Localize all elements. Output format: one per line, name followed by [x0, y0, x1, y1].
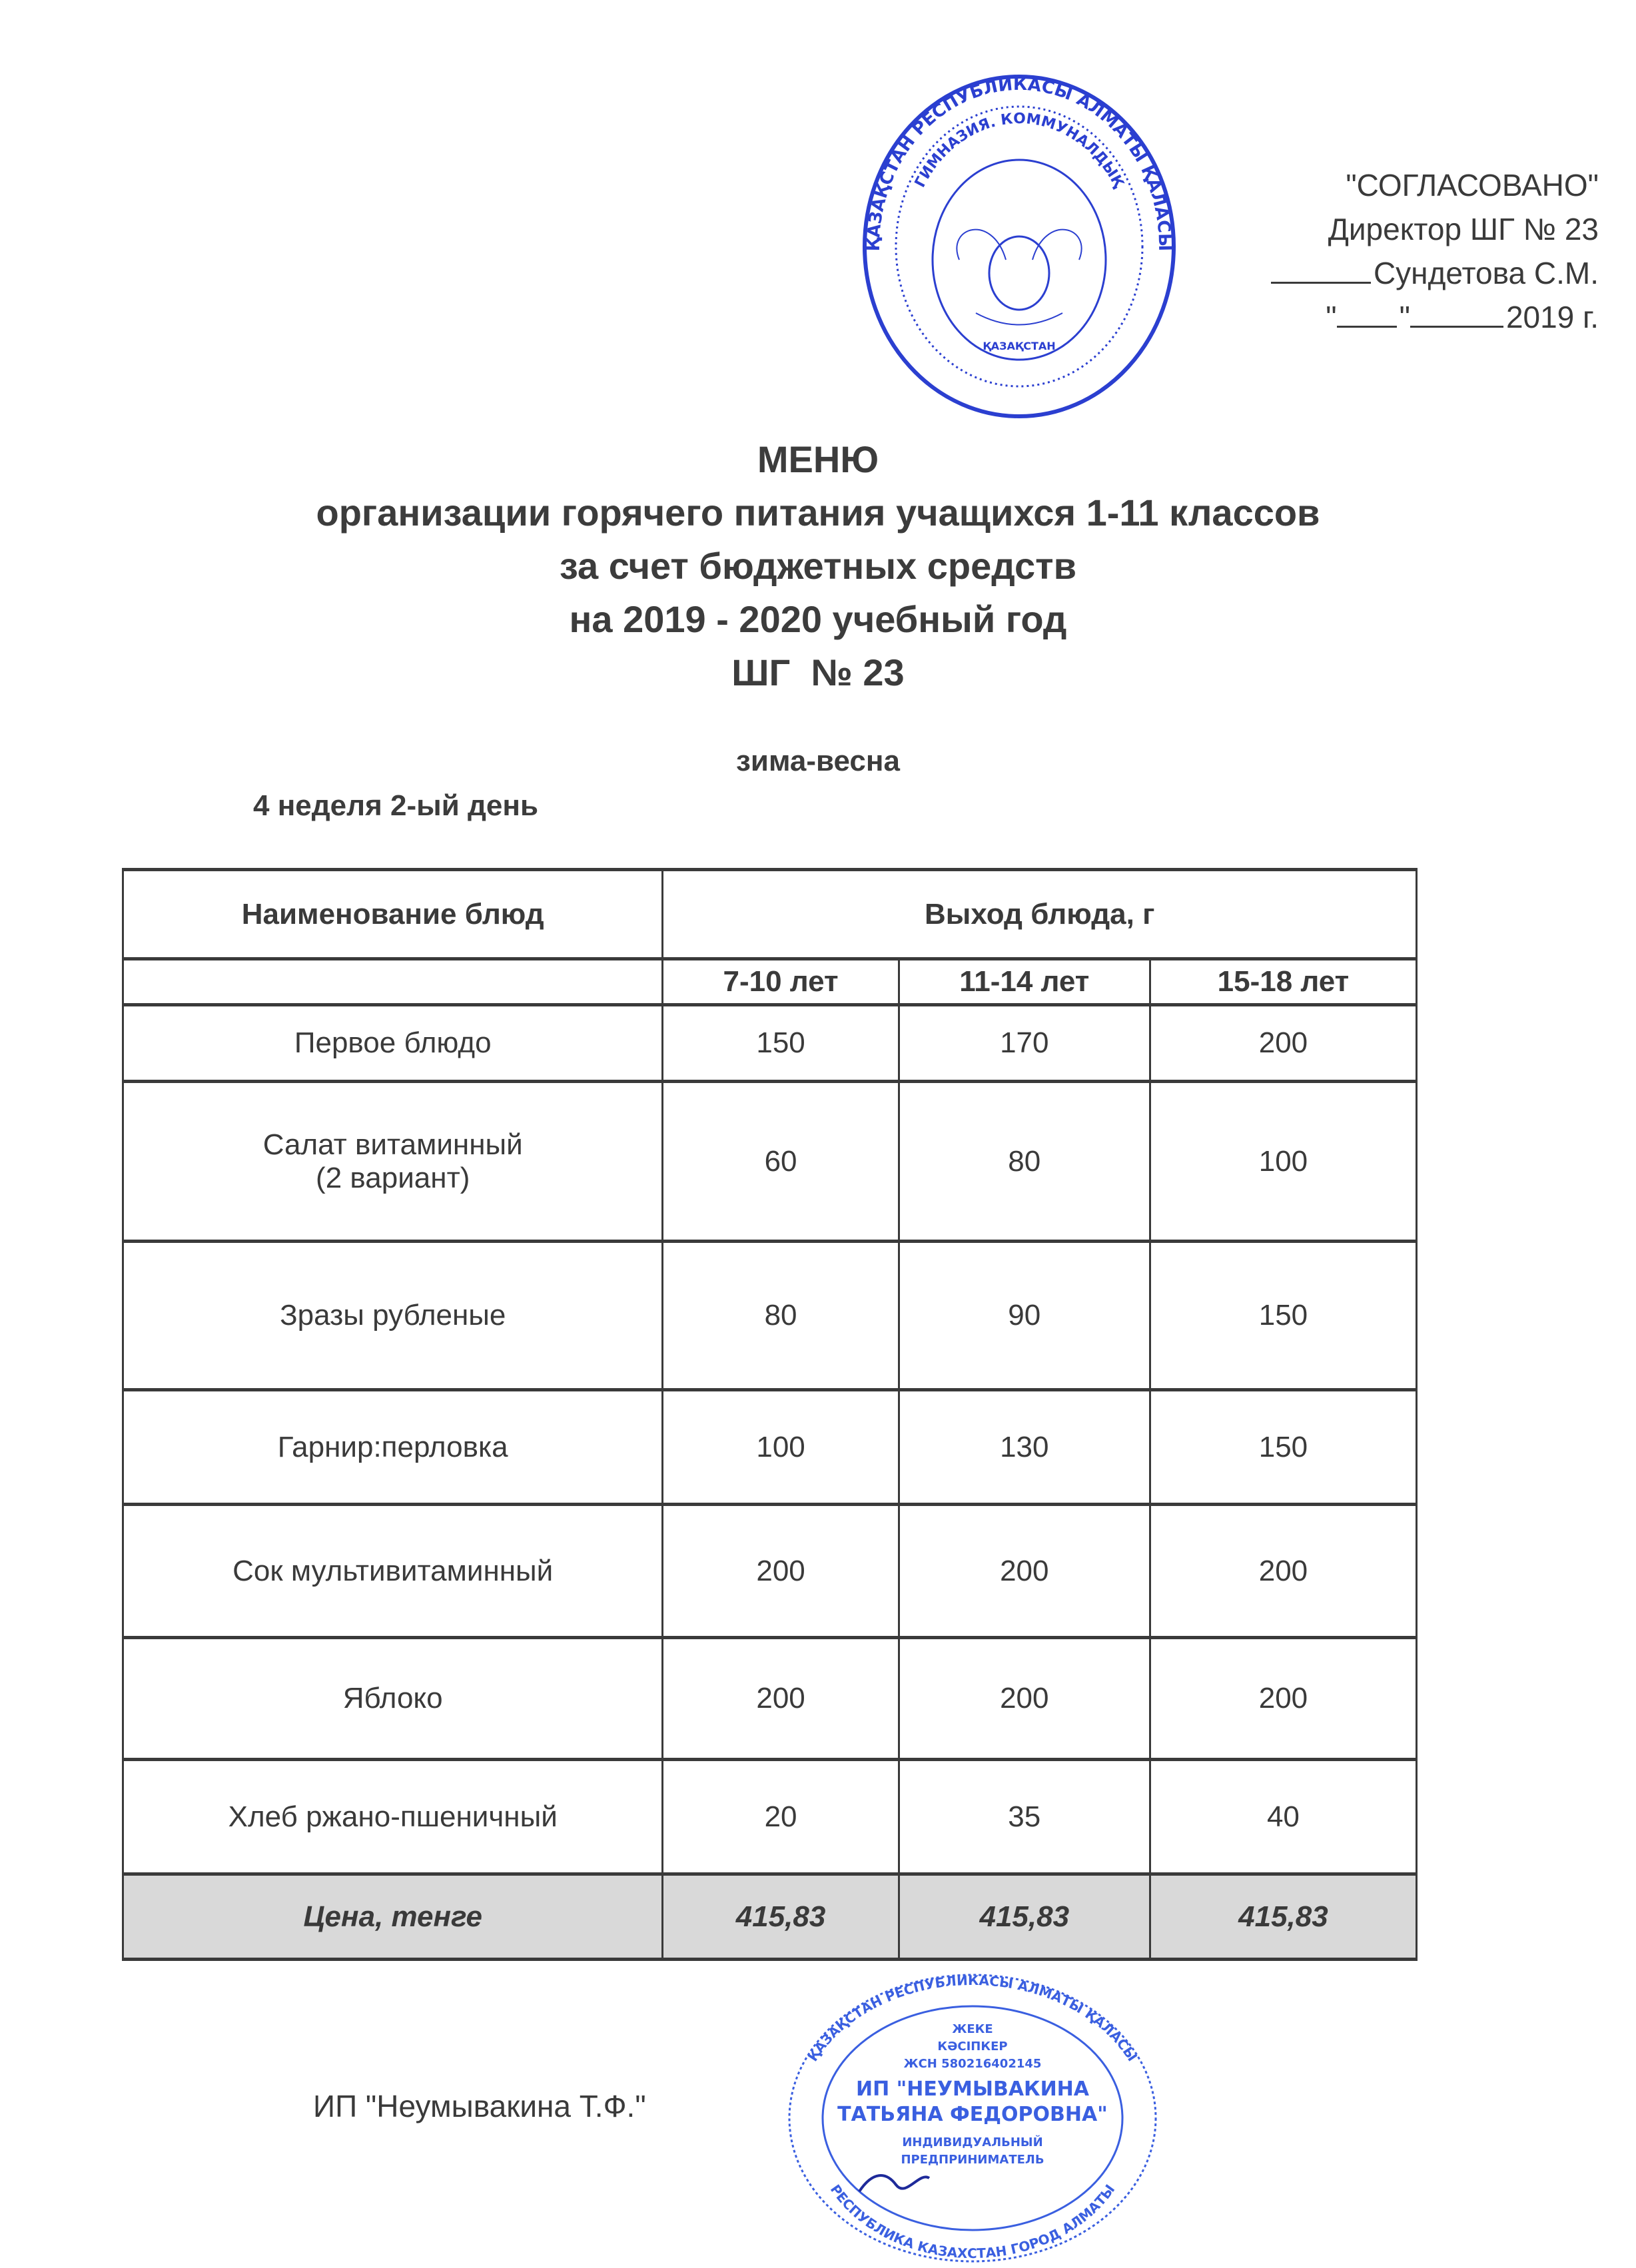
- seal-line-3: ЖСН 580216402145: [903, 2057, 1042, 2071]
- yield-value: 20: [663, 1760, 899, 1874]
- yield-value: 150: [1150, 1242, 1416, 1390]
- month-blank: [1410, 319, 1503, 328]
- title-line-2: организации горячего питания учащихся 1-11 классов: [316, 492, 1320, 534]
- yield-value: 150: [1150, 1390, 1416, 1505]
- season-label: зима-весна: [736, 745, 900, 777]
- dish-name: Яблоко: [123, 1638, 663, 1760]
- yield-value: 200: [899, 1638, 1150, 1760]
- seal-outer-text: ҚАЗАҚСТАН РЕСПУБЛИКАСЫ АЛМАТЫ ҚАЛАСЫ: [804, 1972, 1141, 2064]
- dish-name: [123, 1082, 663, 1242]
- school-seal-stamp: [859, 73, 1179, 420]
- approval-block: [1199, 163, 1599, 339]
- yield-value: 200: [1150, 1005, 1416, 1082]
- price-value: 415,83: [663, 1874, 899, 1960]
- day-blank: [1337, 319, 1397, 328]
- seal-line-6: ИНДИВИДУАЛЬНЫЙ: [902, 2135, 1043, 2149]
- yield-value: 130: [899, 1390, 1150, 1505]
- yield-value: 100: [663, 1390, 899, 1505]
- yield-value: 80: [899, 1082, 1150, 1242]
- price-value: 415,83: [899, 1874, 1150, 1960]
- dish-name: Хлеб ржано-пшеничный: [123, 1760, 663, 1874]
- age-group-header: 15-18 лет: [1150, 959, 1416, 1005]
- yield-value: 80: [663, 1242, 899, 1390]
- table-row: [123, 1760, 1417, 1874]
- header-dish-name: Наименование блюд: [123, 870, 663, 959]
- seal-emblem-word: ҚАЗАҚСТАН: [983, 340, 1056, 352]
- yield-value: 150: [663, 1005, 899, 1082]
- approval-signature-line: [1199, 251, 1599, 295]
- dish-name: Зразы рубленые: [123, 1242, 663, 1390]
- price-value: 415,83: [1150, 1874, 1416, 1960]
- seal-line-2: КӘСІПКЕР: [937, 2040, 1008, 2054]
- approval-name: Сундетова С.М.: [1373, 256, 1599, 290]
- yield-value: 200: [663, 1638, 899, 1760]
- week-day-label: 4 неделя 2-ый день: [253, 789, 538, 822]
- table-row: [123, 1505, 1417, 1638]
- age-group-header: 11-14 лет: [899, 959, 1150, 1005]
- approval-date-line: [1199, 295, 1599, 339]
- age-groups-row: [123, 959, 1417, 1005]
- supplier-seal-stamp: [786, 1972, 1159, 2265]
- table-row: [123, 1390, 1417, 1505]
- date-open-quote: ": [1326, 300, 1337, 334]
- seal-line-5: ТАТЬЯНА ФЕДОРОВНА": [837, 2103, 1108, 2126]
- approval-heading: "СОГЛАСОВАНО": [1346, 168, 1599, 202]
- price-row: [123, 1874, 1417, 1960]
- table-row: [123, 1082, 1417, 1242]
- signature-blank: [1271, 275, 1371, 284]
- menu-table: [122, 868, 1418, 1961]
- dish-name: Первое блюдо: [123, 1005, 663, 1082]
- header-yield: Выход блюда, г: [663, 870, 1417, 959]
- dish-name-line-1: Салат витаминный: [262, 1128, 523, 1161]
- title-line-1: МЕНЮ: [757, 438, 879, 480]
- price-label: Цена, тенге: [123, 1874, 663, 1960]
- seal-line-4: ИП "НЕУМЫВАКИНА: [856, 2078, 1089, 2101]
- approval-year: 2019 г.: [1505, 300, 1599, 334]
- approval-position: Директор ШГ № 23: [1328, 212, 1599, 246]
- table-row: [123, 1005, 1417, 1082]
- yield-value: 60: [663, 1082, 899, 1242]
- seal-outer-text-bottom: РЕСПУБЛИКА КАЗАХСТАН ГОРОД АЛМАТЫ: [827, 2181, 1118, 2262]
- title-line-4: на 2019 - 2020 учебный год: [569, 598, 1067, 640]
- title-line-5: ШГ № 23: [731, 651, 905, 693]
- yield-value: 90: [899, 1242, 1150, 1390]
- yield-value: 40: [1150, 1760, 1416, 1874]
- age-group-header: 7-10 лет: [663, 959, 899, 1005]
- seal-line-7: ПРЕДПРИНИМАТЕЛЬ: [901, 2153, 1044, 2167]
- signature-icon: [859, 2175, 929, 2191]
- yield-value: 100: [1150, 1082, 1416, 1242]
- yield-value: 200: [663, 1505, 899, 1638]
- yield-value: 200: [1150, 1638, 1416, 1760]
- yield-value: 200: [899, 1505, 1150, 1638]
- yield-value: 35: [899, 1760, 1150, 1874]
- table-header-row: [123, 870, 1417, 959]
- table-row: [123, 1242, 1417, 1390]
- dish-name: Гарнир:перловка: [123, 1390, 663, 1505]
- seal-inner-text: ГИМНАЗИЯ. КОММУНАЛДЫҚ: [911, 111, 1127, 190]
- dish-name: Сок мультивитаминный: [123, 1505, 663, 1638]
- yield-value: 200: [1150, 1505, 1416, 1638]
- dish-name-line-2: (2 вариант): [316, 1161, 470, 1194]
- supplier-name: ИП "Неумывакина Т.Ф.": [313, 2089, 646, 2123]
- title-line-3: за счет бюджетных средств: [559, 545, 1077, 587]
- yield-value: 170: [899, 1005, 1150, 1082]
- age-groups-empty-cell: [123, 959, 663, 1005]
- date-close-quote: ": [1399, 300, 1410, 334]
- document-title: [0, 433, 1636, 699]
- seal-outer-text: ҚАЗАҚСТАН РЕСПУБЛИКАСЫ АЛМАТЫ ҚАЛАСЫ: [863, 74, 1175, 252]
- seal-line-1: ЖЕКЕ: [952, 2022, 993, 2036]
- table-row: [123, 1638, 1417, 1760]
